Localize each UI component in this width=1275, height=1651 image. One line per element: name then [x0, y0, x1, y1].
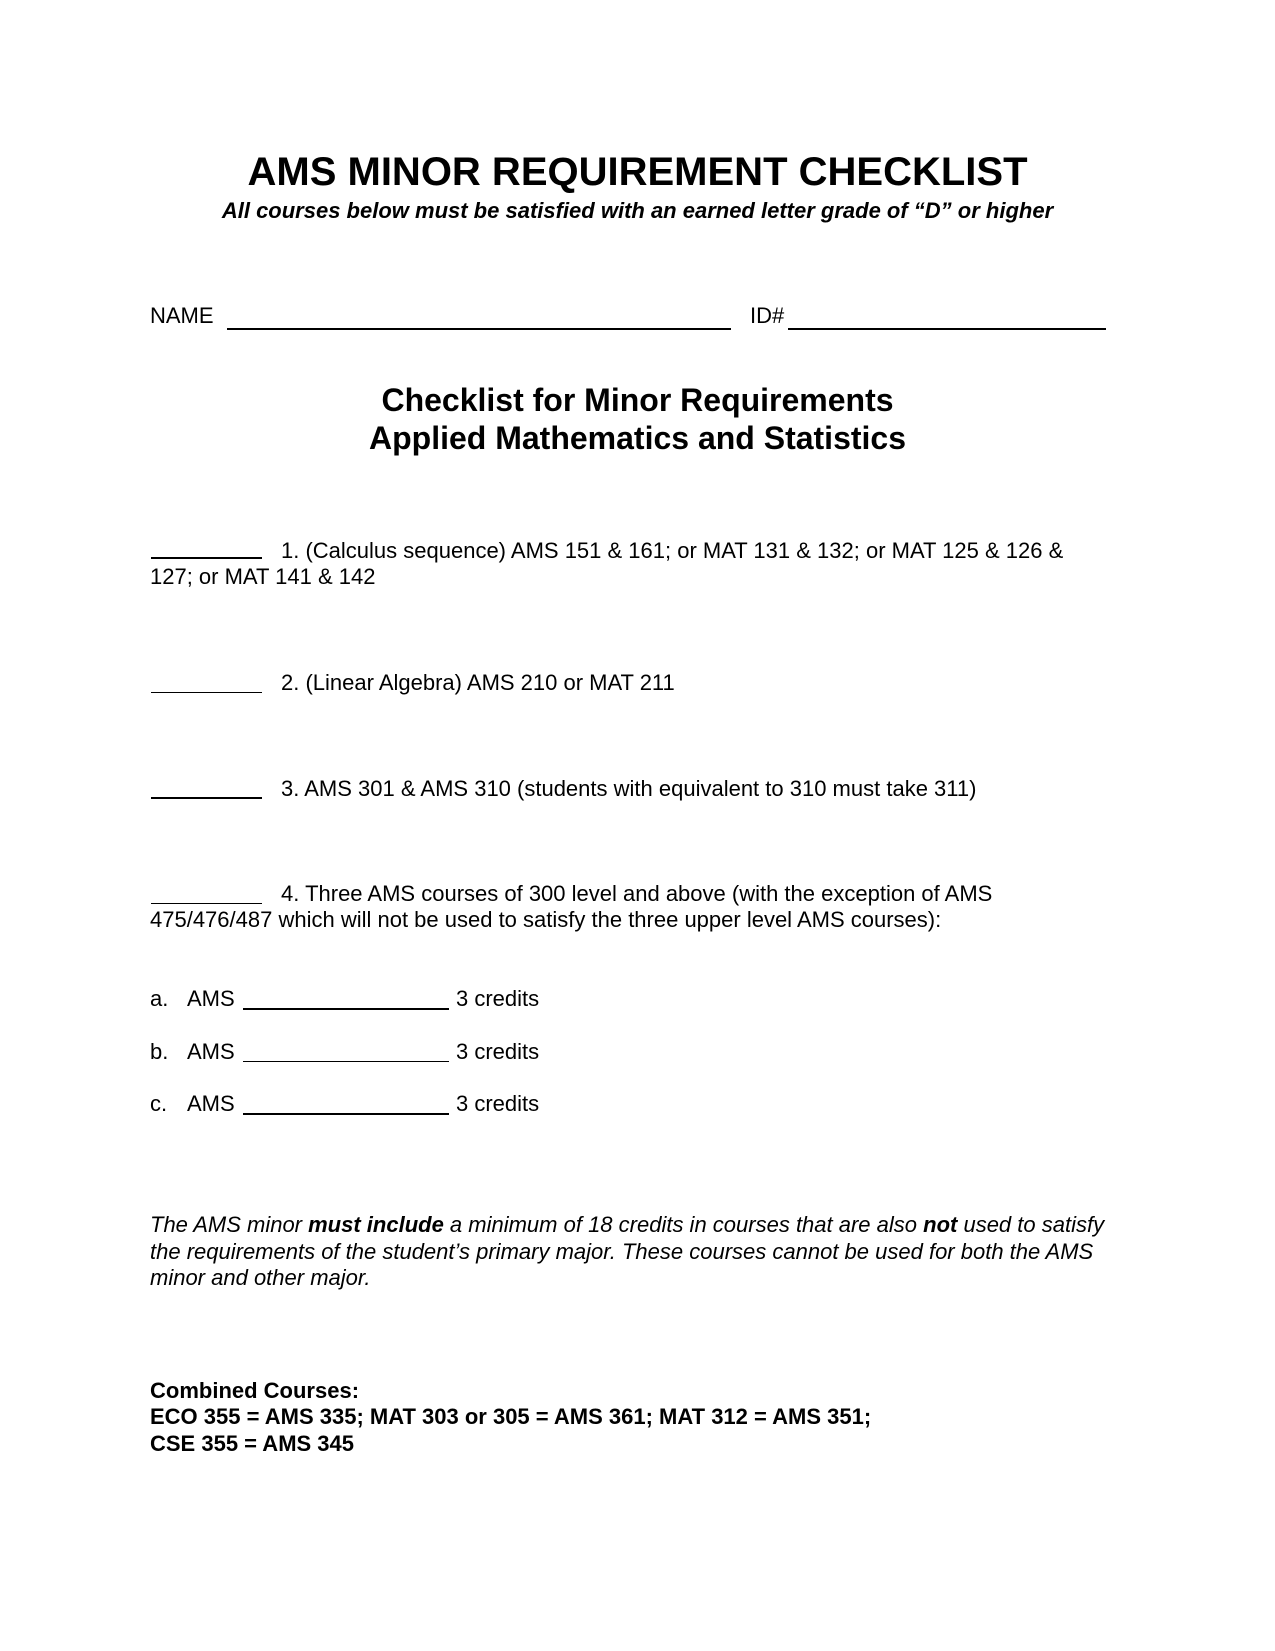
combined-courses-line1: ECO 355 = AMS 335; MAT 303 or 305 = AMS 361; MAT 312 = AMS 351;: [150, 1404, 872, 1429]
course-a-letter: a.: [150, 986, 169, 1011]
name-label: NAME: [150, 303, 214, 328]
requirement-2-blank[interactable]: [151, 692, 262, 693]
course-b-letter: b.: [150, 1039, 169, 1064]
id-field[interactable]: [788, 328, 1106, 330]
combined-courses-heading: Combined Courses:: [150, 1378, 360, 1403]
requirement-2-text: 2. (Linear Algebra) AMS 210 or MAT 211: [281, 670, 675, 695]
note-text: used to satisfy the requirements of the student’s primary major. These courses cannot be used for both the AMS minor and other major.: [150, 1212, 1105, 1290]
requirement-1-blank[interactable]: [151, 557, 262, 559]
course-b-prefix: AMS: [187, 1039, 235, 1064]
course-c-prefix: AMS: [187, 1091, 235, 1116]
requirement-4-text: 4. Three AMS courses of 300 level and above (with the exception of AMS: [281, 881, 993, 906]
course-b-credits: 3 credits: [456, 1039, 540, 1064]
section-heading-line1: Checklist for Minor Requirements: [381, 382, 894, 418]
requirement-3-text: 3. AMS 301 & AMS 310 (students with equivalent to 310 must take 311): [281, 776, 977, 801]
id-label: ID#: [750, 303, 785, 328]
grade-requirement-subtitle: All courses below must be satisfied with an earned letter grade of “D” or higher: [221, 198, 1054, 223]
minimum-credits-note: [150, 1212, 1130, 1292]
course-b-blank[interactable]: [243, 1061, 449, 1062]
note-emphasis-must-include: must include: [308, 1212, 444, 1237]
section-heading-line2: Applied Mathematics and Statistics: [368, 420, 906, 456]
requirement-4-blank[interactable]: [151, 903, 262, 904]
requirement-3-blank[interactable]: [151, 797, 262, 799]
course-a-prefix: AMS: [187, 986, 235, 1011]
requirement-1-text-cont: 127; or MAT 141 & 142: [150, 564, 376, 589]
course-c-blank[interactable]: [243, 1113, 449, 1115]
name-field[interactable]: [227, 328, 731, 330]
note-text: a minimum of 18 credits in courses that are also: [443, 1212, 924, 1237]
course-a-blank[interactable]: [243, 1008, 449, 1010]
note-emphasis-not: not: [923, 1212, 958, 1237]
course-c-credits: 3 credits: [456, 1091, 540, 1116]
page-title: AMS MINOR REQUIREMENT CHECKLIST: [247, 150, 1028, 194]
course-c-letter: c.: [150, 1091, 168, 1116]
course-a-credits: 3 credits: [456, 986, 540, 1011]
requirement-4-text-cont: 475/476/487 which will not be used to satisfy the three upper level AMS courses):: [150, 907, 942, 932]
requirement-1-text: 1. (Calculus sequence) AMS 151 & 161; or MAT 131 & 132; or MAT 125 & 126 &: [281, 538, 1064, 563]
note-text: The AMS minor: [150, 1212, 309, 1237]
combined-courses-line2: CSE 355 = AMS 345: [150, 1431, 355, 1456]
